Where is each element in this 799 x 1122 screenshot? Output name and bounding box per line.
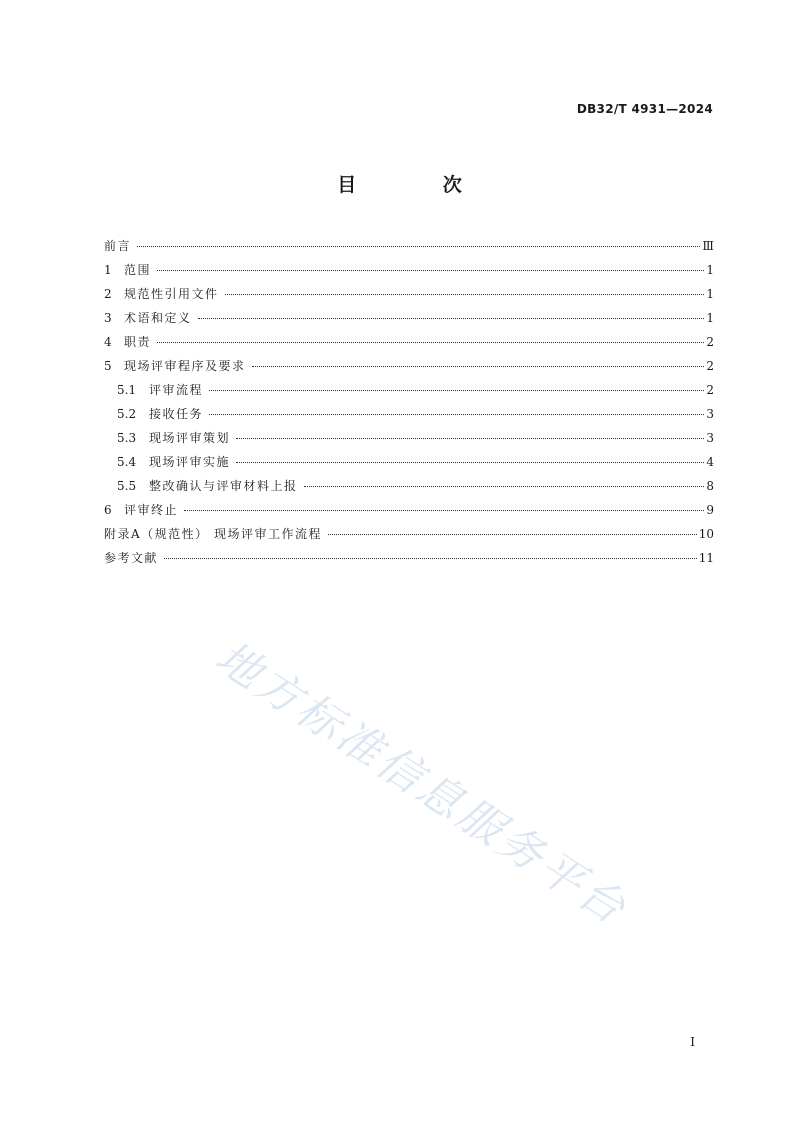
toc-page: 3	[706, 407, 714, 421]
toc-page: 1	[706, 287, 714, 301]
toc-entry-bibliography[interactable]	[104, 546, 714, 570]
toc-number: 1	[104, 263, 112, 277]
toc-label: 范围	[124, 263, 152, 277]
toc-page: 1	[706, 311, 714, 325]
toc-entry-foreword[interactable]	[104, 234, 714, 258]
toc-leader	[304, 485, 705, 487]
toc-label: 现场评审程序及要求	[124, 359, 246, 373]
toc-leader	[209, 389, 704, 391]
toc-number: 5.4	[117, 455, 137, 469]
toc-entry-normative-references[interactable]	[104, 282, 714, 306]
toc-number: 5.3	[117, 431, 137, 445]
toc-leader	[137, 245, 700, 247]
toc-label: 评审流程	[149, 383, 204, 397]
toc-entry-scope[interactable]	[104, 258, 714, 282]
toc-label: 参考文献	[104, 551, 159, 565]
toc-leader	[164, 557, 697, 559]
toc-label: 接收任务	[149, 407, 204, 421]
toc-label: 附录A（规范性） 现场评审工作流程	[104, 527, 322, 541]
toc-entry-5-5[interactable]	[104, 474, 714, 498]
toc-leader	[252, 365, 705, 367]
toc-leader	[328, 533, 697, 535]
toc-label: 评审终止	[124, 503, 179, 517]
toc-page: 2	[706, 335, 714, 349]
toc-page: 8	[706, 479, 714, 493]
toc-leader	[157, 341, 704, 343]
toc-leader	[236, 437, 704, 439]
toc-page: 9	[706, 503, 714, 517]
toc-entry-procedure[interactable]	[104, 354, 714, 378]
toc-label: 术语和定义	[124, 311, 192, 325]
toc-page: 11	[698, 551, 714, 565]
page-number: I	[690, 1035, 695, 1049]
toc-leader	[236, 461, 704, 463]
toc-label: 现场评审策划	[149, 431, 231, 445]
toc-label: 整改确认与评审材料上报	[149, 479, 298, 493]
toc-entry-5-2[interactable]	[104, 402, 714, 426]
toc-page: 1	[706, 263, 714, 277]
toc-entry-termination[interactable]	[104, 498, 714, 522]
toc-number: 5.1	[117, 383, 137, 397]
toc-label: 规范性引用文件	[124, 287, 219, 301]
toc-page: 3	[706, 431, 714, 445]
toc-number: 5	[104, 359, 112, 373]
toc-number: 4	[104, 335, 112, 349]
toc-number: 5.2	[117, 407, 137, 421]
table-of-contents	[104, 234, 714, 570]
toc-page: 2	[706, 383, 714, 397]
toc-leader	[184, 509, 704, 511]
toc-entry-responsibilities[interactable]	[104, 330, 714, 354]
toc-leader	[225, 293, 705, 295]
toc-entry-5-3[interactable]	[104, 426, 714, 450]
toc-entry-5-1[interactable]	[104, 378, 714, 402]
toc-entry-annex-a[interactable]	[104, 522, 714, 546]
toc-leader	[198, 317, 705, 319]
toc-leader	[157, 269, 704, 271]
toc-page: 4	[706, 455, 714, 469]
toc-label: 前言	[104, 239, 132, 253]
toc-number: 5.5	[117, 479, 137, 493]
toc-number: 2	[104, 287, 112, 301]
watermark: 地方标准信息服务平台	[206, 631, 637, 936]
toc-number: 6	[104, 503, 112, 517]
toc-entry-5-4[interactable]	[104, 450, 714, 474]
toc-entry-terms[interactable]	[104, 306, 714, 330]
page-title: 目 次	[337, 174, 502, 196]
toc-label: 职责	[124, 335, 152, 349]
toc-number: 3	[104, 311, 112, 325]
toc-page: 2	[706, 359, 714, 373]
toc-label: 现场评审实施	[149, 455, 231, 469]
toc-page: 10	[698, 527, 714, 541]
toc-page: Ⅲ	[702, 239, 714, 253]
standard-code: DB32/T 4931—2024	[576, 102, 713, 116]
toc-leader	[209, 413, 704, 415]
